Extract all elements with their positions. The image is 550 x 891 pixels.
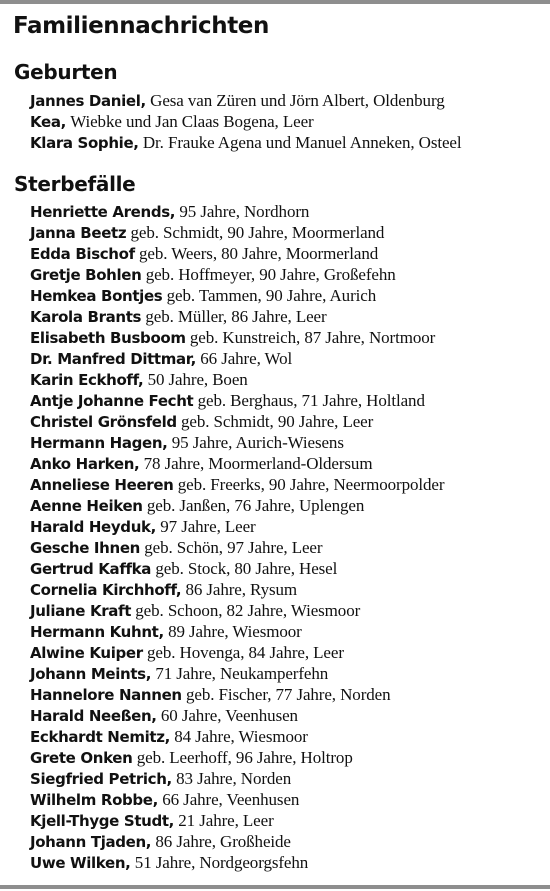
births-heading: Geburten	[14, 60, 118, 84]
death-entry	[30, 201, 444, 222]
death-name: Antje Johanne Fecht	[30, 392, 194, 410]
death-entry	[30, 705, 444, 726]
death-name: Dr. Manfred Dittmar,	[30, 350, 196, 368]
death-entry	[30, 243, 444, 264]
death-entry	[30, 621, 444, 642]
death-details: geb. Stock, 80 Jahre, Hesel	[155, 559, 338, 578]
death-entry	[30, 327, 444, 348]
death-details: geb. Freerks, 90 Jahre, Neermoorpolder	[177, 475, 445, 494]
death-name: Anneliese Heeren	[30, 476, 174, 494]
death-name: Gertrud Kaffka	[30, 560, 152, 578]
death-name: Johann Meints,	[30, 665, 152, 683]
death-details: geb. Tammen, 90 Jahre, Aurich	[166, 286, 377, 305]
death-entry	[30, 390, 444, 411]
death-details: 21 Jahre, Leer	[178, 811, 274, 830]
death-entry	[30, 768, 444, 789]
death-details: geb. Weers, 80 Jahre, Moormerland	[139, 244, 379, 263]
death-entry	[30, 348, 444, 369]
death-details: 83 Jahre, Norden	[176, 769, 292, 788]
death-details: 95 Jahre, Aurich-Wiesens	[171, 433, 344, 452]
death-name: Wilhelm Robbe,	[30, 791, 158, 809]
death-name: Janna Beetz	[30, 224, 127, 242]
death-details: geb. Schmidt, 90 Jahre, Leer	[181, 412, 374, 431]
death-details: 89 Jahre, Wiesmoor	[168, 622, 302, 641]
death-details: geb. Schön, 97 Jahre, Leer	[144, 538, 323, 557]
death-details: geb. Janßen, 76 Jahre, Uplengen	[146, 496, 365, 515]
birth-name: Klara Sophie,	[30, 134, 139, 152]
death-name: Alwine Kuiper	[30, 644, 143, 662]
death-entry	[30, 810, 444, 831]
death-entry	[30, 600, 444, 621]
death-name: Gretje Bohlen	[30, 266, 142, 284]
death-details: geb. Kunstreich, 87 Jahre, Nortmoor	[189, 328, 436, 347]
death-details: 95 Jahre, Nordhorn	[179, 202, 310, 221]
death-entry	[30, 663, 444, 684]
death-entry	[30, 264, 444, 285]
death-details: 71 Jahre, Neukamperfehn	[155, 664, 329, 683]
death-details: 86 Jahre, Rysum	[185, 580, 298, 599]
birth-details: Dr. Frauke Agena und Manuel Anneken, Osteel	[142, 133, 462, 152]
death-details: geb. Schmidt, 90 Jahre, Moormerland	[130, 223, 385, 242]
death-name: Edda Bischof	[30, 245, 135, 263]
death-details: 84 Jahre, Wiesmoor	[174, 727, 308, 746]
death-entry	[30, 285, 444, 306]
death-name: Hannelore Nannen	[30, 686, 182, 704]
death-entry	[30, 306, 444, 327]
death-entry	[30, 453, 444, 474]
birth-details: Gesa van Züren und Jörn Albert, Oldenburg	[150, 91, 445, 110]
death-entry	[30, 432, 444, 453]
death-name: Harald Heyduk,	[30, 518, 156, 536]
death-entry	[30, 789, 444, 810]
death-entry	[30, 684, 444, 705]
death-details: 66 Jahre, Wol	[200, 349, 293, 368]
death-details: 60 Jahre, Veenhusen	[160, 706, 298, 725]
death-name: Christel Grönsfeld	[30, 413, 177, 431]
death-details: 78 Jahre, Moormerland-Oldersum	[143, 454, 373, 473]
birth-name: Kea,	[30, 113, 66, 131]
death-entry	[30, 726, 444, 747]
death-name: Gesche Ihnen	[30, 539, 140, 557]
death-entry	[30, 222, 444, 243]
death-details: geb. Hoffmeyer, 90 Jahre, Großefehn	[145, 265, 396, 284]
death-name: Grete Onken	[30, 749, 133, 767]
death-entry	[30, 579, 444, 600]
death-name: Juliane Kraft	[30, 602, 132, 620]
death-name: Anko Harken,	[30, 455, 140, 473]
death-entry	[30, 642, 444, 663]
death-name: Hermann Hagen,	[30, 434, 168, 452]
page-title: Familiennachrichten	[13, 13, 269, 39]
death-name: Hemkea Bontjes	[30, 287, 163, 305]
death-name: Karin Eckhoff,	[30, 371, 144, 389]
birth-entry	[30, 111, 462, 132]
deaths-heading: Sterbefälle	[14, 172, 136, 196]
death-details: 86 Jahre, Großheide	[155, 832, 291, 851]
death-name: Aenne Heiken	[30, 497, 143, 515]
top-divider	[0, 0, 550, 4]
birth-entry	[30, 132, 462, 153]
death-name: Elisabeth Busboom	[30, 329, 186, 347]
death-details: geb. Müller, 86 Jahre, Leer	[145, 307, 327, 326]
death-name: Uwe Wilken,	[30, 854, 131, 872]
death-name: Hermann Kuhnt,	[30, 623, 164, 641]
birth-details: Wiebke und Jan Claas Bogena, Leer	[70, 112, 314, 131]
death-name: Kjell-Thyge Studt,	[30, 812, 175, 830]
death-name: Eckhardt Nemitz,	[30, 728, 170, 746]
death-details: 50 Jahre, Boen	[147, 370, 248, 389]
death-entry	[30, 852, 444, 873]
death-name: Henriette Arends,	[30, 203, 176, 221]
birth-entry	[30, 90, 462, 111]
death-details: geb. Leerhoff, 96 Jahre, Holtrop	[136, 748, 353, 767]
death-entry	[30, 495, 444, 516]
death-name: Cornelia Kirchhoff,	[30, 581, 182, 599]
births-list	[30, 90, 462, 153]
birth-name: Jannes Daniel,	[30, 92, 146, 110]
death-entry	[30, 369, 444, 390]
bottom-divider	[0, 885, 550, 889]
death-entry	[30, 516, 444, 537]
death-name: Siegfried Petrich,	[30, 770, 172, 788]
death-details: geb. Hovenga, 84 Jahre, Leer	[147, 643, 344, 662]
death-name: Johann Tjaden,	[30, 833, 152, 851]
death-entry	[30, 411, 444, 432]
death-name: Karola Brants	[30, 308, 142, 326]
death-details: geb. Schoon, 82 Jahre, Wiesmoor	[135, 601, 361, 620]
death-details: 97 Jahre, Leer	[160, 517, 256, 536]
death-details: geb. Fischer, 77 Jahre, Norden	[185, 685, 391, 704]
death-entry	[30, 474, 444, 495]
death-details: 66 Jahre, Veenhusen	[162, 790, 300, 809]
deaths-list	[30, 201, 444, 873]
death-entry	[30, 747, 444, 768]
death-name: Harald Neeßen,	[30, 707, 157, 725]
death-entry	[30, 558, 444, 579]
death-entry	[30, 537, 444, 558]
death-details: 51 Jahre, Nordgeorgsfehn	[134, 853, 309, 872]
death-details: geb. Berghaus, 71 Jahre, Holtland	[197, 391, 425, 410]
death-entry	[30, 831, 444, 852]
